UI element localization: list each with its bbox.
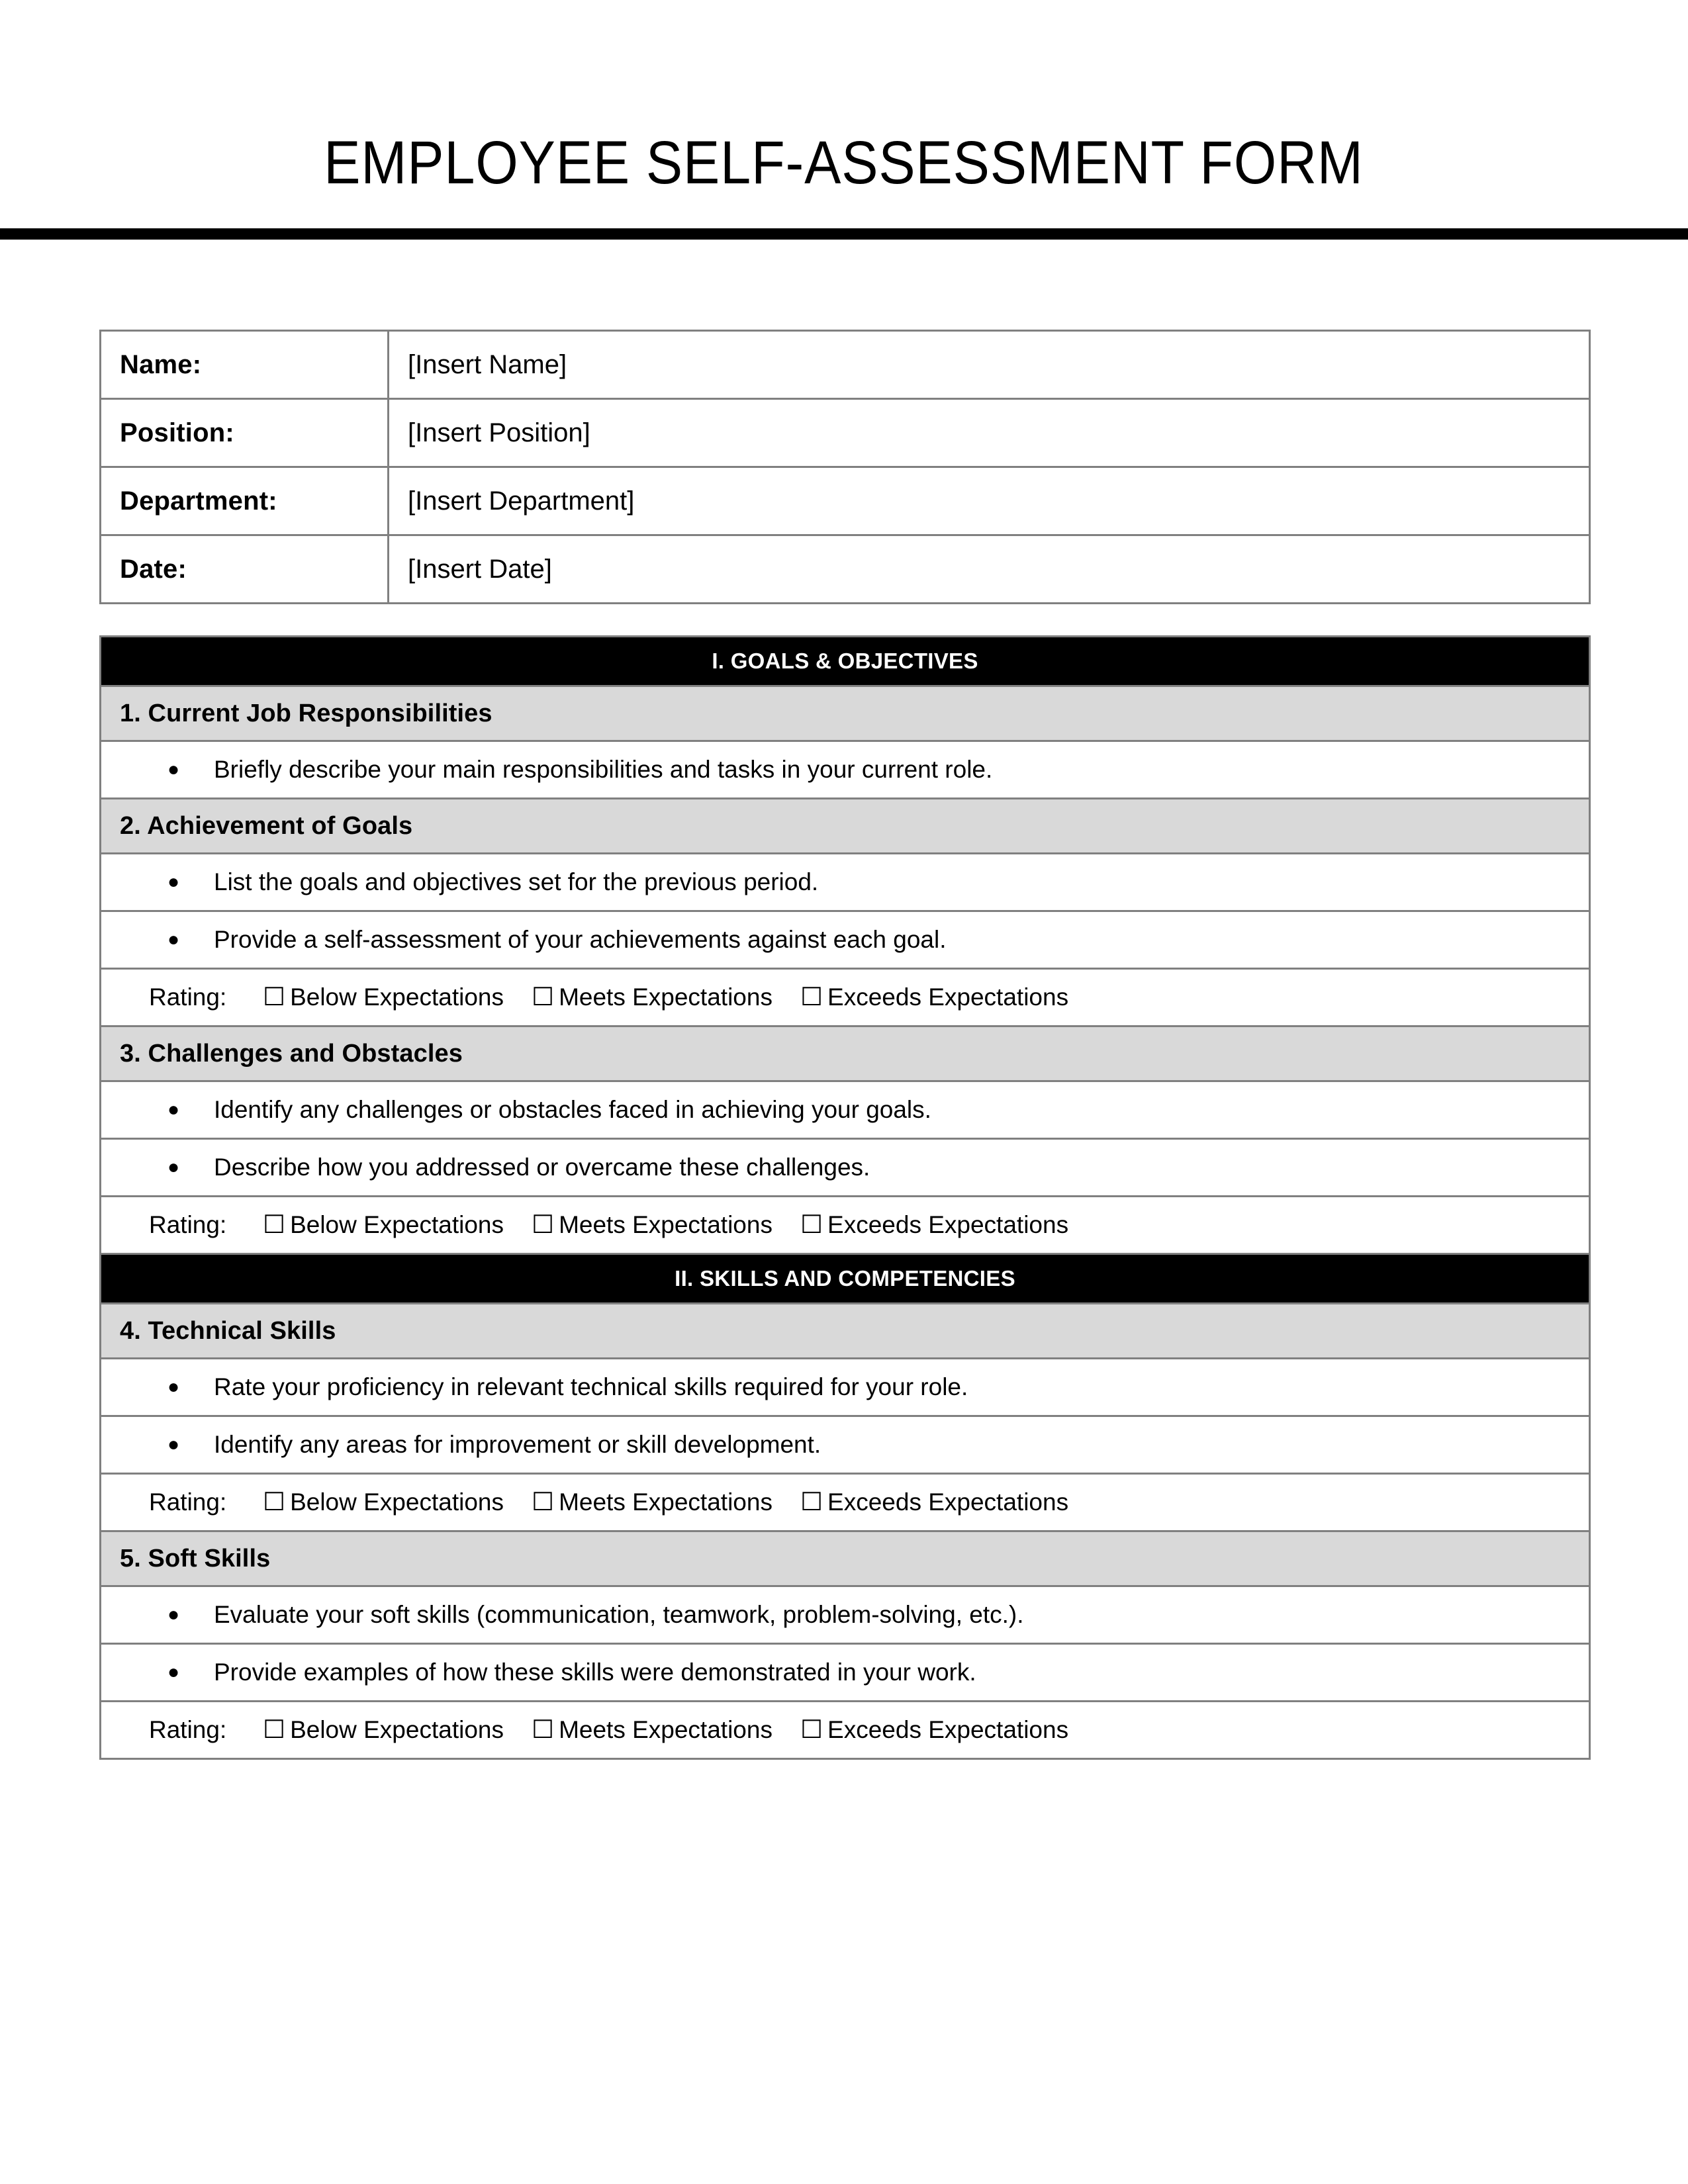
rating-option-label: Below Expectations (290, 1488, 504, 1516)
info-row (101, 467, 1590, 535)
bullet-row-cell (101, 1081, 1590, 1139)
table-row (101, 637, 1590, 686)
table-row (101, 854, 1590, 911)
rating-label: Rating: (149, 983, 227, 1011)
rating-option-2[interactable] (532, 1715, 773, 1745)
table-row (101, 1139, 1590, 1197)
bullet-dot-icon: ● (167, 929, 180, 950)
title-divider-rule (0, 228, 1688, 240)
rating-option-2[interactable] (532, 1487, 773, 1518)
list-item (101, 1372, 1589, 1402)
page-title: EMPLOYEE SELF-ASSESSMENT FORM (324, 129, 1364, 197)
bullet-row-cell (101, 1139, 1590, 1197)
checkbox-icon[interactable]: ☐ (800, 1488, 823, 1516)
employee-info-table (99, 330, 1591, 604)
rating-option-label: Exceeds Expectations (827, 1488, 1069, 1516)
table-row (101, 1081, 1590, 1139)
list-item (101, 1095, 1589, 1125)
table-row (101, 1474, 1590, 1531)
bullet-dot-icon: ● (167, 1433, 180, 1455)
rating-option-label: Exceeds Expectations (827, 1211, 1069, 1238)
info-row (101, 331, 1590, 399)
list-item (101, 925, 1589, 955)
bullet-dot-icon: ● (167, 1099, 180, 1120)
checkbox-icon[interactable]: ☐ (531, 983, 555, 1011)
checkbox-icon[interactable]: ☐ (800, 1211, 823, 1239)
subsection-header: 5. Soft Skills (101, 1531, 1590, 1586)
bullet-row-cell (101, 911, 1590, 969)
rating-option-3[interactable] (800, 1715, 1068, 1745)
checkbox-icon[interactable]: ☐ (531, 1716, 555, 1744)
list-item (101, 754, 1589, 785)
info-label: Department: (101, 467, 389, 535)
checkbox-icon[interactable]: ☐ (800, 1716, 823, 1744)
bullet-text: Describe how you addressed or overcame these challenges. (214, 1154, 870, 1181)
rating-row-cell (101, 1702, 1590, 1759)
list-item (101, 867, 1589, 897)
bullet-dot-icon: ● (167, 758, 180, 780)
section-header: I. GOALS & OBJECTIVES (101, 637, 1590, 686)
rating-row-cell (101, 1197, 1590, 1254)
checkbox-icon[interactable]: ☐ (531, 1488, 555, 1516)
section-header: II. SKILLS AND COMPETENCIES (101, 1254, 1590, 1304)
table-row (101, 1254, 1590, 1304)
rating-option-label: Meets Expectations (559, 1716, 773, 1743)
rating-option-3[interactable] (800, 1210, 1068, 1240)
rating-option-label: Exceeds Expectations (827, 1716, 1069, 1743)
rating-option-label: Below Expectations (290, 1716, 504, 1743)
info-row (101, 535, 1590, 604)
subsection-header: 3. Challenges and Obstacles (101, 1026, 1590, 1081)
checkbox-icon[interactable]: ☐ (263, 1716, 286, 1744)
bullet-row-cell (101, 1586, 1590, 1644)
table-row (101, 969, 1590, 1026)
checkbox-icon[interactable]: ☐ (800, 983, 823, 1011)
bullet-dot-icon: ● (167, 871, 180, 893)
table-row (101, 1586, 1590, 1644)
rating-option-label: Meets Expectations (559, 1488, 773, 1516)
table-row (101, 799, 1590, 854)
page-title-container (0, 130, 1688, 196)
table-row (101, 1026, 1590, 1081)
rating-option-label: Below Expectations (290, 1211, 504, 1238)
table-row (101, 1644, 1590, 1702)
rating-option-1[interactable] (263, 982, 504, 1013)
info-label: Date: (101, 535, 389, 604)
bullet-dot-icon: ● (167, 1661, 180, 1683)
rating-label: Rating: (149, 1211, 227, 1238)
table-row (101, 1304, 1590, 1359)
rating-label: Rating: (149, 1488, 227, 1516)
list-item (101, 1430, 1589, 1460)
bullet-dot-icon: ● (167, 1376, 180, 1398)
rating-option-label: Exceeds Expectations (827, 983, 1069, 1011)
rating-option-2[interactable] (532, 1210, 773, 1240)
info-value-field[interactable]: [Insert Date] (389, 535, 1590, 604)
rating-option-1[interactable] (263, 1487, 504, 1518)
table-row (101, 741, 1590, 799)
checkbox-icon[interactable]: ☐ (531, 1211, 555, 1239)
bullet-row-cell (101, 1644, 1590, 1702)
bullet-text: List the goals and objectives set for the previous period. (214, 868, 819, 895)
bullet-text: Rate your proficiency in relevant technical skills required for your role. (214, 1373, 968, 1400)
checkbox-icon[interactable]: ☐ (263, 1488, 286, 1516)
table-row (101, 911, 1590, 969)
rating-option-label: Meets Expectations (559, 1211, 773, 1238)
info-label: Position: (101, 399, 389, 467)
list-item (101, 1152, 1589, 1183)
info-value-field[interactable]: [Insert Position] (389, 399, 1590, 467)
table-row (101, 686, 1590, 741)
assessment-sections-table (99, 635, 1591, 1760)
subsection-header: 1. Current Job Responsibilities (101, 686, 1590, 741)
info-value-field[interactable]: [Insert Name] (389, 331, 1590, 399)
rating-option-1[interactable] (263, 1715, 504, 1745)
table-row (101, 1197, 1590, 1254)
bullet-text: Briefly describe your main responsibilities and tasks in your current role. (214, 756, 993, 783)
table-row (101, 1531, 1590, 1586)
subsection-header: 4. Technical Skills (101, 1304, 1590, 1359)
bullet-text: Identify any challenges or obstacles faced in achieving your goals. (214, 1096, 931, 1123)
rating-option-3[interactable] (800, 1487, 1068, 1518)
checkbox-icon[interactable]: ☐ (263, 1211, 286, 1239)
bullet-dot-icon: ● (167, 1604, 180, 1625)
rating-row-cell (101, 969, 1590, 1026)
rating-option-label: Meets Expectations (559, 983, 773, 1011)
bullet-row-cell (101, 854, 1590, 911)
info-label: Name: (101, 331, 389, 399)
rating-option-2[interactable] (532, 982, 773, 1013)
subsection-header: 2. Achievement of Goals (101, 799, 1590, 854)
bullet-row-cell (101, 1359, 1590, 1416)
rating-option-1[interactable] (263, 1210, 504, 1240)
rating-label: Rating: (149, 1716, 227, 1743)
list-item (101, 1600, 1589, 1630)
table-row (101, 1702, 1590, 1759)
table-row (101, 1359, 1590, 1416)
rating-option-label: Below Expectations (290, 983, 504, 1011)
bullet-text: Provide examples of how these skills were demonstrated in your work. (214, 1659, 976, 1686)
table-row (101, 1416, 1590, 1474)
bullet-dot-icon: ● (167, 1156, 180, 1178)
bullet-text: Evaluate your soft skills (communication, teamwork, problem-solving, etc.). (214, 1601, 1024, 1628)
bullet-row-cell (101, 741, 1590, 799)
info-value-field[interactable]: [Insert Department] (389, 467, 1590, 535)
rating-option-3[interactable] (800, 982, 1068, 1013)
bullet-text: Identify any areas for improvement or skill development. (214, 1431, 821, 1458)
list-item (101, 1657, 1589, 1688)
bullet-row-cell (101, 1416, 1590, 1474)
rating-row-cell (101, 1474, 1590, 1531)
info-row (101, 399, 1590, 467)
bullet-text: Provide a self-assessment of your achievements against each goal. (214, 926, 947, 953)
checkbox-icon[interactable]: ☐ (263, 983, 286, 1011)
